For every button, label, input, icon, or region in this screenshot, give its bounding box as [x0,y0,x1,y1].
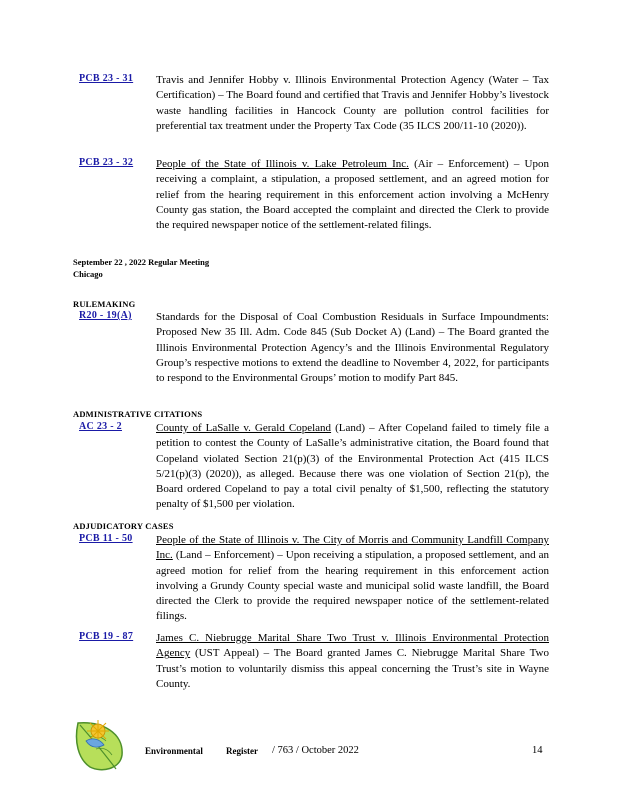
case-number-link[interactable]: AC 23 - 2 [79,421,122,432]
section-heading-adjudicatory-cases: ADJUDICATORY CASES [73,521,174,531]
case-summary [156,631,549,692]
case-number-link[interactable]: PCB 19 - 87 [79,631,134,642]
meeting-location: Chicago [73,269,103,279]
footer-page-number: 14 [532,745,543,756]
meeting-date: September 22 , 2022 Regular Meeting [73,257,210,267]
meeting-header [73,256,209,280]
case-title: People of the State of Illinois v. Lake Petroleum Inc. [156,158,409,170]
case-title: People of the State of Illinois v. The City of Morris and Community Landfill Company Inc. [156,534,549,562]
case-description: (Land – Enforcement) – Upon receiving a stipulation, a proposed settlement, and an agreed motion for relief from the hearing requirement in this enforcement action involving a Grundy County special waste and municipal solid waste landfill, the Board directed the Clerk to provide the required newspaper notice of the settlement-related filings. [156,549,549,623]
case-number-link[interactable]: R20 - 19(A) [79,310,132,321]
case-description: Standards for the Disposal of Coal Combustion Residuals in Surface Impoundments: Proposed New 35 Ill. Adm. Code 845 (Sub Docket A) (Land) – The Board granted the Illinois Environmental Protection Agency’s and the Illinois Environmental Regulatory Group’s respective motions to extend the deadline to November 4, 2022, for participants to respond to the Environmental Groups’ motion to modify Part 845. [156,311,549,385]
footer-issue: / 763 / October 2022 [272,745,359,756]
case-number-link[interactable]: PCB 23 - 32 [79,157,134,168]
section-heading-rulemaking: RULEMAKING [73,299,136,309]
case-summary [156,533,549,625]
case-number-link[interactable]: PCB 23 - 31 [79,73,134,84]
case-description: Travis and Jennifer Hobby v. Illinois Environmental Protection Agency (Water – Tax Certification) – The Board found and certified that Travis and Jennifer Hobby’s livestock waste handling facilities in Hancock County are pollution control facilities for preferential tax treatment under the Property Tax Code (35 ILCS 200/11-10 (2020)). [156,74,549,132]
case-description: (Air – Enforcement) – Upon receiving a complaint, a stipulation, a proposed settlement, and an agreed motion for relief from the hearing requirement in this enforcement action involving a McHenry County gas station, the Board accepted the complaint and directed the Clerk to provide the required newspaper notice of the settlement-related filings. [156,158,549,232]
section-heading-administrative-citations: ADMINISTRATIVE CITATIONS [73,409,203,419]
case-summary [156,421,549,513]
case-description: (Land) – After Copeland failed to timely file a petition to contest the County of LaSalle’s administrative citation, the Board found that Copeland violated Section 21(p)(3) of the Environmental Protection Act (415 ILCS 5/21(p)(3) (2020)), as alleged. Because there was one violation of Section 21(p), the Board ordered Copeland to pay a total civil penalty of $1,500, reflecting the statutory penalty of $1,500 per violation. [156,422,549,511]
case-summary [156,73,549,134]
footer-publication: Environmental [145,746,203,756]
case-title: James C. Niebrugge Marital Share Two Trust v. Illinois Environmental Protection Agency [156,632,549,660]
case-description: (UST Appeal) – The Board granted James C. Niebrugge Marital Share Two Trust’s motion to voluntarily dismiss this appeal concerning the Trust’s site in Wayne County. [156,647,549,690]
case-number-link[interactable]: PCB 11 - 50 [79,533,133,544]
environmental-register-leaf-logo [72,715,128,775]
case-title: County of LaSalle v. Gerald Copeland [156,422,332,434]
case-summary [156,310,549,386]
case-summary [156,157,549,233]
footer-register: Register [226,746,258,756]
